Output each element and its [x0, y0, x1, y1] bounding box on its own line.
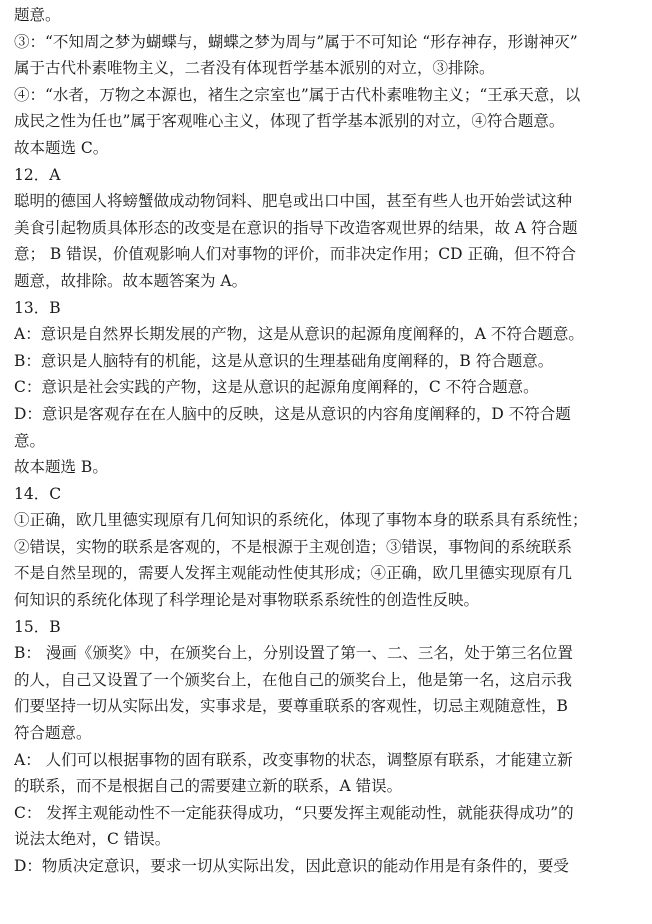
- text-line: 故本题选 C。: [14, 138, 109, 157]
- text-line: 12．A: [14, 165, 61, 184]
- text-line: B：意识是人脑特有的机能，这是从意识的生理基础角度阐释的，B 符合题意。: [14, 351, 554, 370]
- text-line: ②错误，实物的联系是客观的，不是根源于主观创造；③错误，事物间的系统联系: [14, 537, 573, 556]
- text-line: ④：“水者，万物之本源也，褚生之宗室也”属于古代朴素唯物主义；“王承天意，以: [14, 85, 581, 104]
- text-line: 成民之性为任也”属于客观唯心主义，体现了哲学基本派别的对立，④符合题意。: [14, 112, 565, 131]
- text-line: 不是自然呈现的，需要人发挥主观能动性使其形成；④正确，欧几里德实现原有几: [14, 564, 573, 583]
- text-line: ③：“不知周之梦为蝴蝶与，蝴蝶之梦为周与”属于不可知论 “形存神存，形谢神灭”: [14, 32, 578, 51]
- text-line: 何知识的系统化体现了科学理论是对事物联系系统性的创造性反映。: [14, 591, 480, 610]
- text-line: B： 漫画《颁奖》中，在颁奖台上，分别设置了第一、二、三名，处于第三名位置: [14, 644, 573, 663]
- text-line: 题意，故排除。故本题答案为 A。: [14, 271, 248, 290]
- text-line: A： 人们可以根据事物的固有联系，改变事物的状态，调整原有联系，才能建立新: [14, 750, 573, 769]
- text-line: 题意。: [14, 6, 61, 24]
- text-line: ①正确，欧几里德实现原有几何知识的系统化，体现了事物本身的联系具有系统性；: [14, 511, 588, 530]
- text-line: 15．B: [14, 617, 61, 636]
- text-line: 聪明的德国人将螃蟹做成动物饲料、肥皂或出口中国，甚至有些人也开始尝试这种: [14, 192, 573, 211]
- text-line: D：物质决定意识，要求一切从实际出发，因此意识的能动作用是有条件的，要受: [14, 857, 569, 875]
- text-line: 14．C: [14, 484, 62, 503]
- text-line: 的人，自己又设置了一个颁奖台上，在他自己的颁奖台上，他是第一名，这启示我: [14, 670, 573, 689]
- text-line: 故本题选 B。: [14, 458, 108, 477]
- text-line: 13．B: [14, 298, 61, 317]
- text-line: C： 发挥主观能动性不一定能获得成功，“只要发挥主观能动性，就能获得成功”的: [14, 803, 574, 822]
- text-line: A：意识是自然界长期发展的产物，这是从意识的起源角度阐释的，A 不符合题意。: [14, 325, 584, 344]
- text-line: 符合题意。: [14, 724, 92, 743]
- text-line: 说法太绝对，C 错误。: [14, 830, 171, 849]
- text-line: 意； B 错误，价值观影响人们对事物的评价，而非决定作用；CD 正确，但不符合: [14, 245, 576, 264]
- text-line: 属于古代朴素唯物主义，二者没有体现哲学基本派别的对立，③排除。: [14, 59, 495, 78]
- text-line: C：意识是社会实践的产物，这是从意识的起源角度阐释的，C 不符合题意。: [14, 378, 539, 397]
- text-line: 意。: [14, 431, 46, 450]
- text-line: 美食引起物质具体形态的改变是在意识的指导下改造客观世界的结果，故 A 符合题: [14, 218, 578, 237]
- text-line: 们要坚持一切从实际出发，实事求是，要尊重联系的客观性，切忌主观随意性，B: [14, 697, 568, 716]
- text-line: D：意识是客观存在在人脑中的反映，这是从意识的内容角度阐释的，D 不符合题: [14, 404, 571, 423]
- text-line: 的联系，而不是根据自己的需要建立新的联系，A 错误。: [14, 777, 403, 796]
